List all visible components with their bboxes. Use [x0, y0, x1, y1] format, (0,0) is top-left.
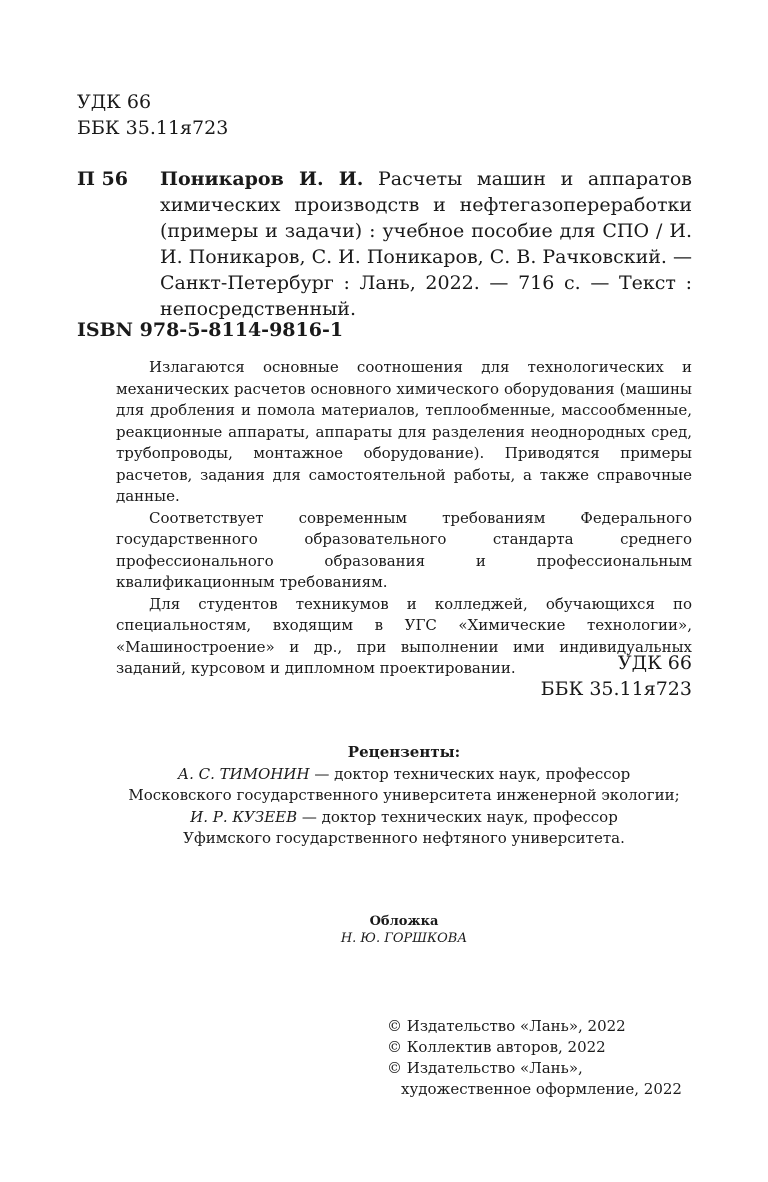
- udk-code: УДК 66: [617, 652, 692, 674]
- bibliographic-description: [160, 166, 692, 322]
- reviewer-title: — доктор технических наук, профессор: [309, 764, 631, 783]
- cover-designer: Н. Ю. ГОРШКОВА: [340, 931, 468, 946]
- reviewer-title: — доктор технических наук, профессор: [297, 807, 618, 826]
- bbk-code: ББК 35.11я723: [77, 117, 229, 139]
- bottom-classification-codes: [541, 650, 692, 702]
- catalog-entry: [77, 166, 692, 322]
- copyright-line: © Коллектив авторов, 2022: [387, 1038, 606, 1056]
- annotation-paragraph: Соответствует современным требованиям Федерального государственного образовательного стандарта среднего профессионального образования и профессиональным квалификационным требованиям.: [116, 508, 692, 591]
- author-sign: П 56: [77, 168, 128, 190]
- annotation-paragraph: Излагаются основные соотношения для технологических и механических расчетов основного химического оборудования (машины для дробления и помола материалов, теплообменные, массообменные, реакционные аппараты, аппараты для разделения неоднородных сред, трубопроводы, монтажное оборудование). Приводятся примеры расчетов, задания для самостоятельной работы, а также справочные данные.: [116, 358, 692, 505]
- reviewers-title: Рецензенты:: [347, 743, 461, 761]
- cover-title: Обложка: [369, 914, 439, 929]
- udk-code: УДК 66: [77, 91, 152, 113]
- author-name: Поникаров И. И.: [160, 168, 364, 190]
- isbn: ISBN 978-5-8114-9816-1: [77, 319, 344, 341]
- copyright-line: © Издательство «Лань»,: [387, 1059, 583, 1077]
- reviewer-affiliation: Уфимского государственного нефтяного университета.: [183, 829, 625, 847]
- reviewer: [116, 807, 692, 829]
- annotation: [116, 357, 692, 680]
- reviewer-name: И. Р. КУЗЕЕВ: [190, 807, 298, 826]
- reviewer: [116, 764, 692, 786]
- reviewers-block: [116, 742, 692, 850]
- reviewer-name: А. С. ТИМОНИН: [177, 764, 310, 783]
- book-description: Расчеты машин и аппаратов химических производств и нефтегазопереработки (примеры и задачи) : учебное пособие для СПО / И. И. Поникаров, С. И. Поникаров, С. В. Рачковский. — Санкт-Петербург : Лань, 2022. — 716 с. — Текст : непосредственный.: [160, 168, 693, 320]
- copyright-line: © Издательство «Лань», 2022: [387, 1017, 626, 1035]
- cover-credit: [116, 913, 692, 947]
- top-classification-codes: [77, 89, 228, 141]
- copyright-block: [387, 1016, 682, 1100]
- copyright-line: художественное оформление, 2022: [401, 1080, 682, 1098]
- bbk-code: ББК 35.11я723: [540, 678, 692, 700]
- annotation-paragraph: Для студентов техникумов и колледжей, обучающихся по специальностям, входящим в УГС «Химические технологии», «Машиностроение» и др., при выполнении ими индивидуальных заданий, курсовом и дипломном проектировании.: [116, 594, 692, 677]
- reviewer-affiliation: Московского государственного университета инженерной экологии;: [128, 786, 680, 804]
